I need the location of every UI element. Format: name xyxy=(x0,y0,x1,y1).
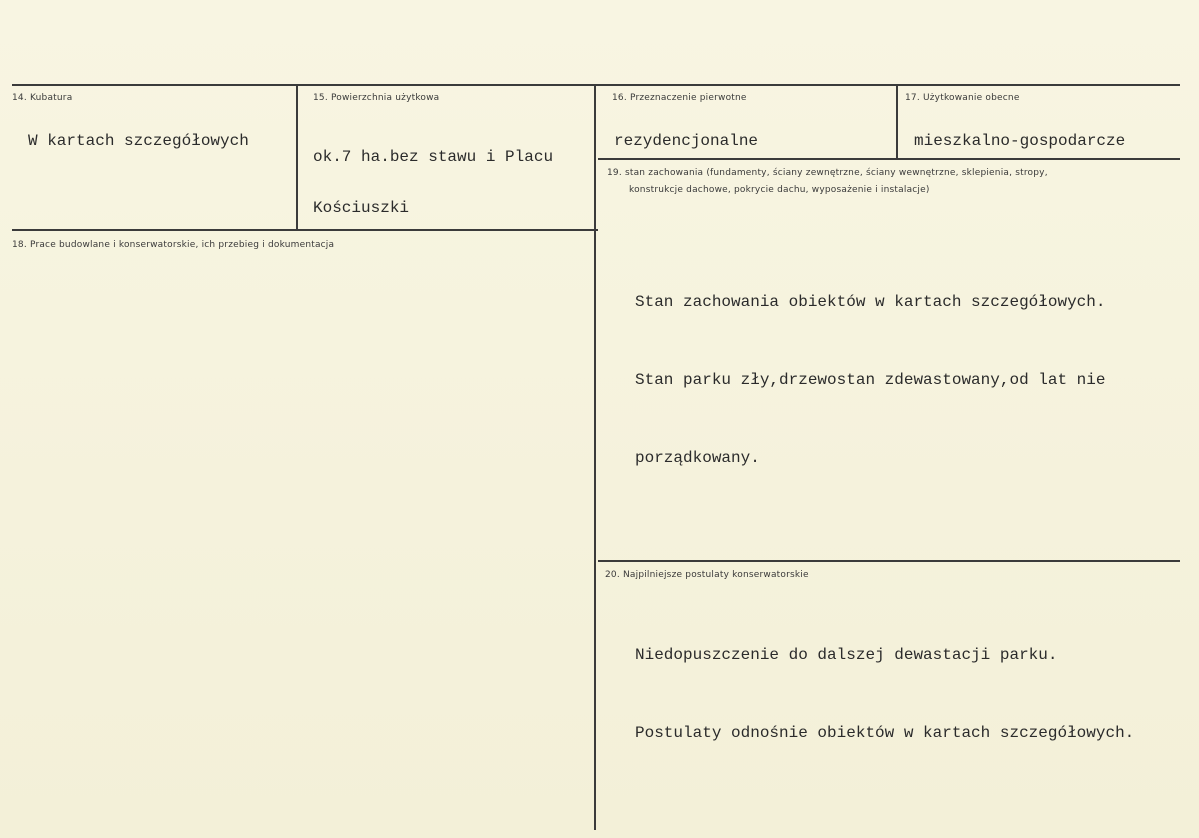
field-15-value xyxy=(313,115,553,251)
field-19-value-line: Stan parku zły,drzewostan zdewastowany,od lat nie xyxy=(635,371,1106,389)
field-19-value-line: Stan zachowania obiektów w kartach szczegółowych. xyxy=(635,293,1106,311)
divider-16-17 xyxy=(896,86,898,158)
field-15-value-line: Kościuszki xyxy=(313,199,410,217)
field-19-label-line: konstrukcje dachowe, pokrycie dachu, wyposażenie i instalacje) xyxy=(629,185,930,195)
field-20-value-line: Postulaty odnośnie obiektów w kartach szczegółowych. xyxy=(635,724,1135,742)
field-20-value-line: Niedopuszczenie do dalszej dewastacji parku. xyxy=(635,646,1058,664)
field-16-label: 16. Przeznaczenie pierwotne xyxy=(612,93,747,103)
field-14-value: W kartach szczegółowych xyxy=(28,132,249,150)
top-rule xyxy=(12,84,1180,86)
field-19-label-line: 19. stan zachowania (fundamenty, ściany zewnętrzne, ściany wewnętrzne, sklepienia, stropy, xyxy=(607,168,1048,178)
field-19-value xyxy=(635,237,1105,523)
field-15-label: 15. Powierzchnia użytkowa xyxy=(313,93,440,103)
row1-rule-right xyxy=(598,158,1180,160)
field-19-label xyxy=(607,165,1177,199)
divider-main xyxy=(594,86,596,830)
field-14-label: 14. Kubatura xyxy=(12,93,73,103)
divider-14-15 xyxy=(296,86,298,230)
field-17-label: 17. Użytkowanie obecne xyxy=(905,93,1020,103)
field-19-value-line: porządkowany. xyxy=(635,449,760,467)
section20-rule xyxy=(598,560,1180,562)
field-15-value-line: ok.7 ha.bez stawu i Placu xyxy=(313,148,554,166)
field-17-value: mieszkalno-gospodarcze xyxy=(914,132,1126,150)
field-16-value: rezydencjonalne xyxy=(614,132,759,150)
field-20-label: 20. Najpilniejsze postulaty konserwatorskie xyxy=(605,570,809,580)
field-20-value xyxy=(635,590,1134,798)
field-18-label: 18. Prace budowlane i konserwatorskie, ich przebieg i dokumentacja xyxy=(12,240,335,250)
